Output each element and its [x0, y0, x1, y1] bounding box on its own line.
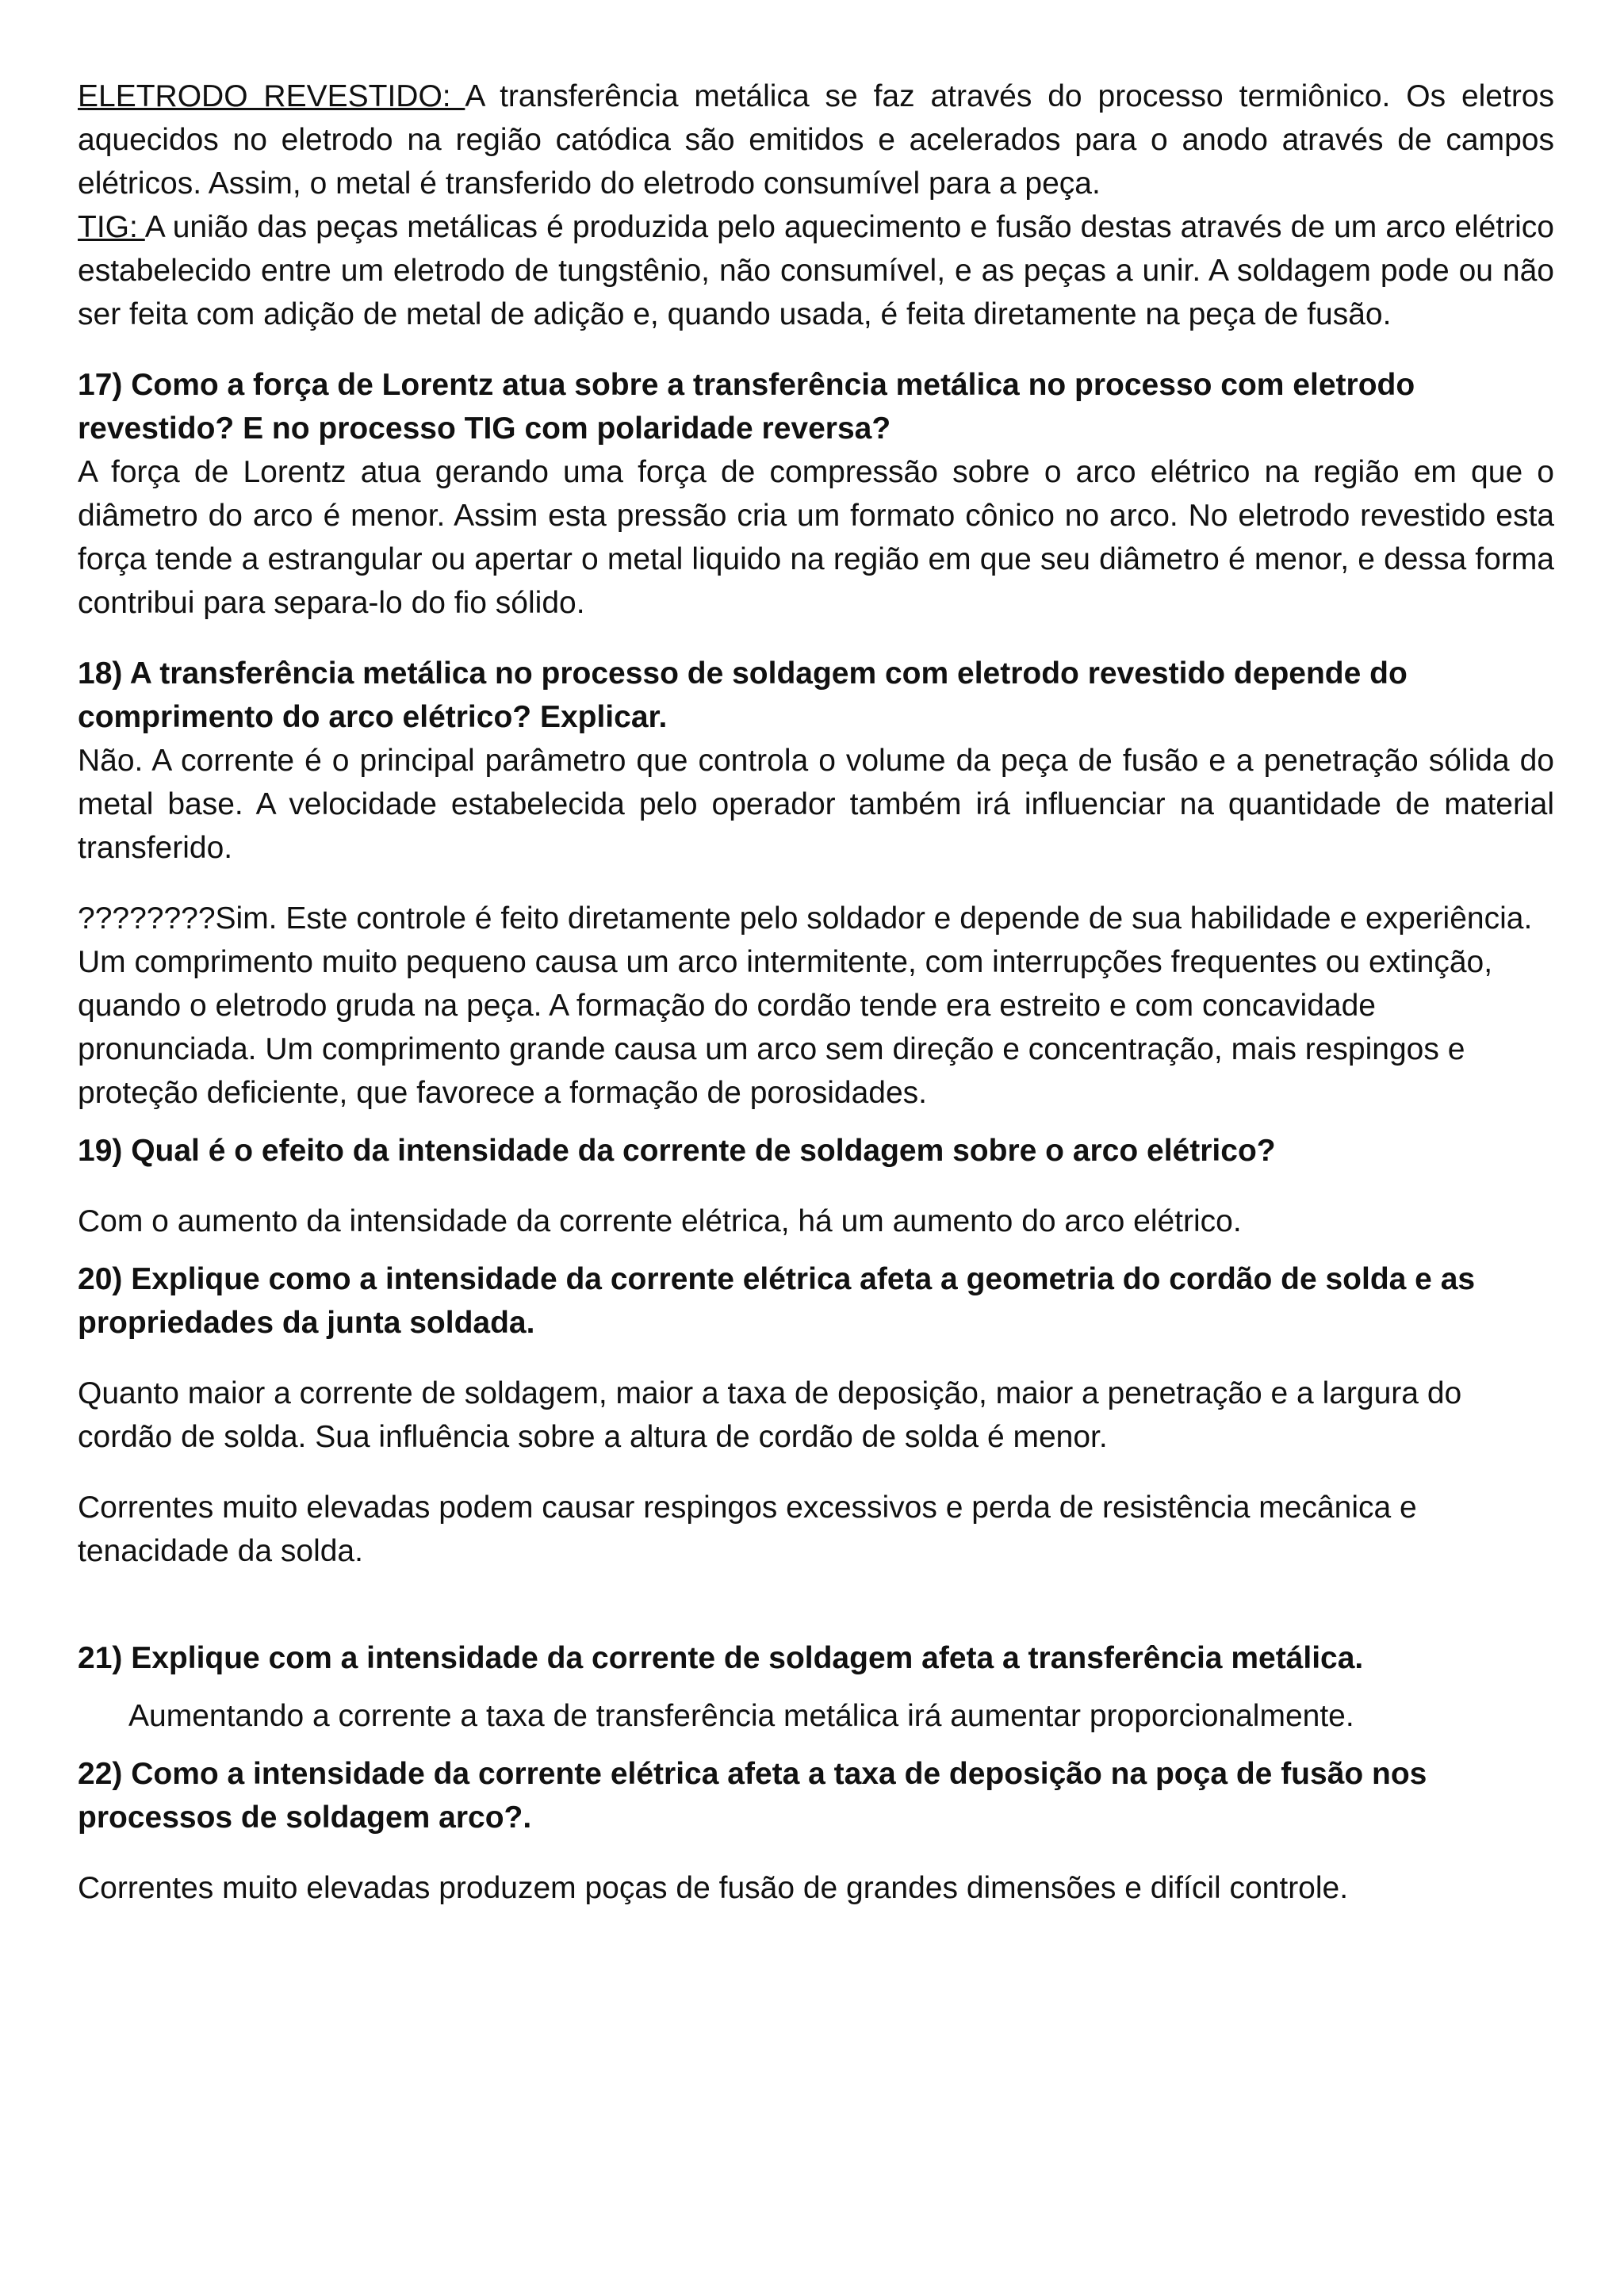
answer-21: Aumentando a corrente a taxa de transferência metálica irá aumentar proporcionalmente. — [128, 1699, 1354, 1733]
tig-paragraph — [78, 205, 1554, 336]
answer-20: Quanto maior a corrente de soldagem, maior a taxa de deposição, maior a penetração e a largura do cordão de solda. Sua influência sobre a altura de cordão de solda é menor. — [78, 1376, 1462, 1454]
eletrodo-text: A transferência metálica se faz através do processo termiônico. Os eletros aquecidos no eletrodo na região catódica são emitidos e acelerados para o anodo através de campos elétricos. Assim, o metal é transferido do eletrodo consumível para a peça. — [78, 79, 1554, 201]
question-20: 20) Explique como a intensidade da corrente elétrica afeta a geometria do cordão de solda e as propriedades da junta soldada. — [78, 1262, 1476, 1340]
question-17: 17) Como a força de Lorentz atua sobre a transferência metálica no processo com eletrodo revestido? E no processo TIG com polaridade reversa? — [78, 368, 1415, 446]
answer-17: A força de Lorentz atua gerando uma força de compressão sobre o arco elétrico na região em que o diâmetro do arco é menor. Assim esta pressão cria um formato cônico no arco. No eletrodo revestido esta força tende a estrangular ou apertar o metal liquido na região em que seu diâmetro é menor, e dessa forma contribui para separa-lo do fio sólido. — [78, 455, 1554, 620]
question-22: 22) Como a intensidade da corrente elétrica afeta a taxa de deposição na poça de fusão nos processos de soldagem arco?. — [78, 1757, 1427, 1835]
answer-22: Correntes muito elevadas produzem poças de fusão de grandes dimensões e difícil controle. — [78, 1871, 1349, 1905]
eletrodo-paragraph — [78, 75, 1554, 205]
question-19: 19) Qual é o efeito da intensidade da corrente de soldagem sobre o arco elétrico? — [78, 1134, 1276, 1168]
eletrodo-label: ELETRODO REVESTIDO: — [78, 79, 465, 113]
tig-label: TIG: — [78, 210, 145, 244]
question-21: 21) Explique com a intensidade da corrente de soldagem afeta a transferência metálica. — [78, 1641, 1364, 1675]
document-page — [78, 75, 1554, 1910]
answer-19: Com o aumento da intensidade da corrente elétrica, há um aumento do arco elétrico. — [78, 1204, 1242, 1238]
tig-text: A união das peças metálicas é produzida pelo aquecimento e fusão destas através de um arco elétrico estabelecido entre um eletrodo de tungstênio, não consumível, e as peças a unir. A soldagem pode ou não ser feita com adição de metal de adição e, quando usada, é feita diretamente na peça de fusão. — [78, 210, 1554, 331]
answer-18-alternative: ????????Sim. Este controle é feito diretamente pelo soldador e depende de sua habilidade e experiência. Um comprimento muito pequeno causa um arco intermitente, com interrupções frequentes ou extinção, quando o eletrodo gruda na peça. A formação do cordão tende era estreito e com concavidade pronunciada. Um comprimento grande causa um arco sem direção e concentração, mais respingos e proteção deficiente, que favorece a formação de porosidades. — [78, 901, 1533, 1110]
answer-18: Não. A corrente é o principal parâmetro que controla o volume da peça de fusão e a penetração sólida do metal base. A velocidade estabelecida pelo operador também irá influenciar na quantidade de material transferido. — [78, 744, 1554, 865]
answer-20-part-2: Correntes muito elevadas podem causar respingos excessivos e perda de resistência mecânica e tenacidade da solda. — [78, 1490, 1417, 1568]
question-18: 18) A transferência metálica no processo de soldagem com eletrodo revestido depende do comprimento do arco elétrico? Explicar. — [78, 656, 1408, 734]
